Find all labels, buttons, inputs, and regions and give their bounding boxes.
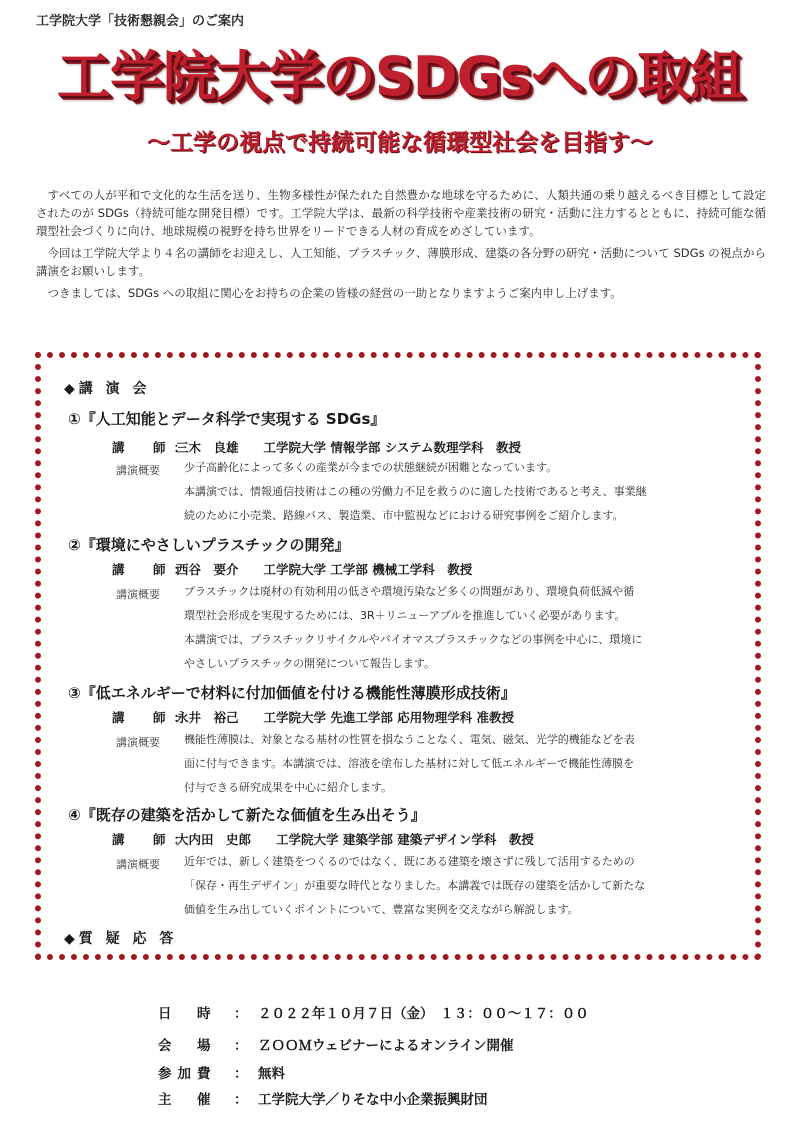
intro-paragraph-3: つきましては、SDGs への取組に関心をお持ちの企業の皆様の経営の一助となりますようご案内申し上げます。 xyxy=(47,286,622,300)
summary-line: 付与できる研究成果を中心に紹介します。 xyxy=(184,781,393,794)
summary-line: 面に付与できます。本講演では、溶液を塗布した基材に対して低エネルギーで機能性薄膜を xyxy=(184,757,635,770)
summary-line: プラスチックは廃材の有効利用の低さや環境汚染など多くの問題があり、環境負荷低減や循 xyxy=(184,585,635,598)
summary-line: 続のために小売業、路線バス、製造業、市中監視などにおける研究事例をご紹介します。 xyxy=(184,509,624,522)
lecture-2-title: ②『環境にやさしいプラスチックの開発』 xyxy=(68,536,350,554)
lecture-4-title: ④『既存の建築を活かして新たな価値を生み出そう』 xyxy=(68,806,426,824)
fee-label: 参加費 xyxy=(158,1066,217,1082)
summary-label: 講演概要 xyxy=(116,464,160,477)
lecturer-label: 講 師： xyxy=(112,562,195,577)
summary-line: 近年では、新しく建築をつくるのではなく、既にある建築を壊さずに残して活用するための xyxy=(184,855,635,868)
lecture-4-lecturer xyxy=(112,830,534,848)
lecture-2-lecturer xyxy=(112,560,472,578)
lecturer-label: 講 師： xyxy=(112,832,195,847)
host-label: 主 催 xyxy=(158,1092,217,1108)
lecture-1-summary xyxy=(184,456,760,528)
host-value: 工学院大学／りそな中小企業振興財団 xyxy=(258,1092,488,1108)
subtitle: ～工学の視点で持続可能な循環型社会を目指す～ xyxy=(147,130,653,156)
summary-label: 講演概要 xyxy=(116,736,160,749)
summary-line: 少子高齢化によって多くの産業が今までの状態継続が困難となっています。 xyxy=(184,461,558,474)
lecture-2-summary xyxy=(184,580,760,676)
lecturer-name: 大内田 史郎 工学院大学 建築学部 建築デザイン学科 教授 xyxy=(176,832,534,847)
lecture-3-summary xyxy=(184,728,760,800)
lecturer-label: 講 師： xyxy=(112,440,195,455)
colon: ： xyxy=(234,1038,248,1054)
date-label: 日 時 xyxy=(158,1006,217,1022)
summary-line: 本講演では、情報通信技術はこの種の労働力不足を救うのに適した技術であると考え、事業継 xyxy=(184,485,647,498)
lecture-3-title: ③『低エネルギーで材料に付加価値を付ける機能性薄膜形成技術』 xyxy=(68,684,516,702)
intro-text xyxy=(36,186,766,306)
lecture-1-lecturer xyxy=(112,438,521,456)
colon: ： xyxy=(234,1066,248,1082)
host-row xyxy=(158,1088,488,1108)
summary-line: 価値を生み出していくポイントについて、豊富な実例を交えながら解説します。 xyxy=(184,903,579,916)
summary-line: やさしいプラスチックの開発について報告します。 xyxy=(184,657,436,670)
lecturer-name: 三木 良雄 工学院大学 情報学部 システム数理学科 教授 xyxy=(176,440,521,455)
lecture-4-summary xyxy=(184,850,760,922)
lectures-heading: ◆講 演 会 xyxy=(64,381,151,397)
colon: ： xyxy=(234,1006,248,1022)
venue-row xyxy=(158,1034,514,1054)
lecturer-name: 西谷 要介 工学院大学 工学部 機械工学科 教授 xyxy=(176,562,473,577)
main-title: 工学院大学のSDGsへの取組 xyxy=(56,45,744,108)
event-tag: 工学院大学「技術懇親会」のご案内 xyxy=(36,14,245,29)
venue-value: ＺＯＯＭウェビナーによるオンライン開催 xyxy=(258,1038,514,1054)
fee-row xyxy=(158,1062,285,1082)
lecturer-name: 永井 裕己 工学院大学 先進工学部 応用物理学科 准教授 xyxy=(176,710,515,725)
intro-paragraph-2: 今回は工学院大学より４名の講師をお迎えし、人工知能、プラスチック、薄膜形成、建築の各分野の研究・活動について SDGs の視点から講演をお願いします。 xyxy=(36,246,766,278)
date-row xyxy=(158,1002,589,1022)
summary-label: 講演概要 xyxy=(116,588,160,601)
lecturer-label: 講 師： xyxy=(112,710,195,725)
fee-value: 無料 xyxy=(258,1066,285,1082)
date-value: ２０２２年１０月７日（金） １３：００～１７：００ xyxy=(258,1006,589,1022)
qa-heading: ◆質 疑 応 答 xyxy=(64,931,178,947)
summary-line: 環型社会形成を実現するためには、3R＋リニューアブルを推進していく必要があります。 xyxy=(184,609,626,622)
venue-label: 会 場 xyxy=(158,1038,217,1054)
lecture-3-lecturer xyxy=(112,708,514,726)
intro-paragraph-1: すべての人が平和で文化的な生活を送り、生物多様性が保たれた自然豊かな地球を守るために、人類共通の乗り越えるべき目標として設定されたのが SDGs（持続可能な開発目標）です。工学院大学は、最新の科学技術や産業技術の研究・活動に注力するとともに、持続可能な循環型社会づくりに向け、地球規模の視野を持ち世界をリードできる人材の育成をめざしています。 xyxy=(36,188,766,238)
summary-label: 講演概要 xyxy=(116,858,160,871)
summary-line: 機能性薄膜は、対象となる基材の性質を損なうことなく、電気、磁気、光学的機能などを表 xyxy=(184,733,635,746)
lecture-1-title: ①『人工知能とデータ科学で実現する SDGs』 xyxy=(68,410,386,428)
summary-line: 「保存・再生デザイン」が重要な時代となりました。本講義では既存の建築を活かして新たな xyxy=(184,879,646,892)
colon: ： xyxy=(234,1092,248,1108)
summary-line: 本講演では、プラスチックリサイクルやバイオマスプラスチックなどの事例を中心に、環境に xyxy=(184,633,643,646)
